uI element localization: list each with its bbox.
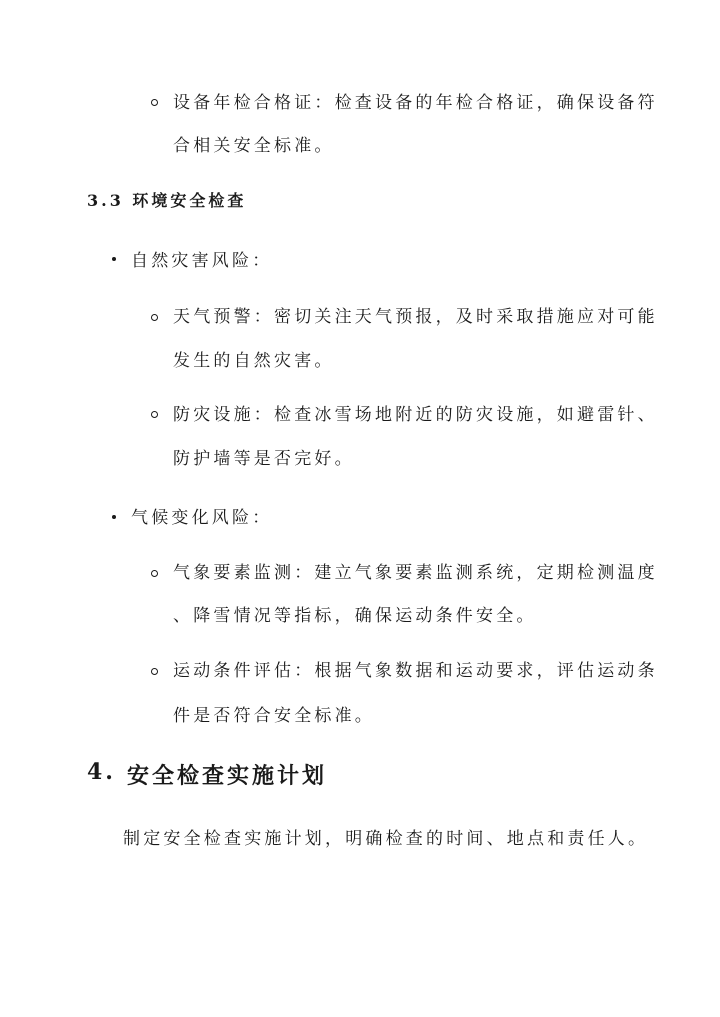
section-3-3-heading: 3.3 环境安全检查 (87, 191, 247, 210)
weather-monitoring-line2: 、降雪情况等指标，确保运动条件安全。 (173, 606, 537, 626)
weather-warning-line1: 天气预警：密切关注天气预报，及时采取措施应对可能 (173, 307, 658, 327)
top-item-line2: 合相关安全标准。 (173, 136, 335, 156)
sub-bullet-icon (151, 668, 158, 675)
bullet-icon (112, 257, 116, 261)
weather-warning-line2: 发生的自然灾害。 (173, 351, 335, 371)
section-4-title: 安全检查实施计划 (127, 763, 328, 789)
bullet-icon (112, 515, 116, 519)
disaster-facilities-line2: 防护墙等是否完好。 (173, 449, 355, 469)
sub-bullet-icon (151, 570, 158, 577)
section-4-paragraph: 制定安全检查实施计划，明确检查的时间、地点和责任人。 (123, 829, 649, 849)
top-item-line1: 设备年检合格证：检查设备的年检合格证，确保设备符 (173, 93, 658, 113)
sub-bullet-icon (151, 411, 158, 418)
bullet-label-natural-disaster: 自然灾害风险： (131, 251, 273, 271)
disaster-facilities-line1: 防灾设施：检查冰雪场地附近的防灾设施，如避雷针、 (173, 405, 658, 425)
bullet-label-climate-change: 气候变化风险： (131, 508, 273, 528)
weather-monitoring-line1: 气象要素监测：建立气象要素监测系统，定期检测温度 (173, 563, 658, 583)
section-4-number: 4. (87, 759, 116, 785)
conditions-assessment-line2: 件是否符合安全标准。 (173, 706, 375, 726)
sub-bullet-icon (151, 99, 158, 106)
sub-bullet-icon (151, 314, 158, 321)
conditions-assessment-line1: 运动条件评估：根据气象数据和运动要求，评估运动条 (173, 661, 658, 681)
